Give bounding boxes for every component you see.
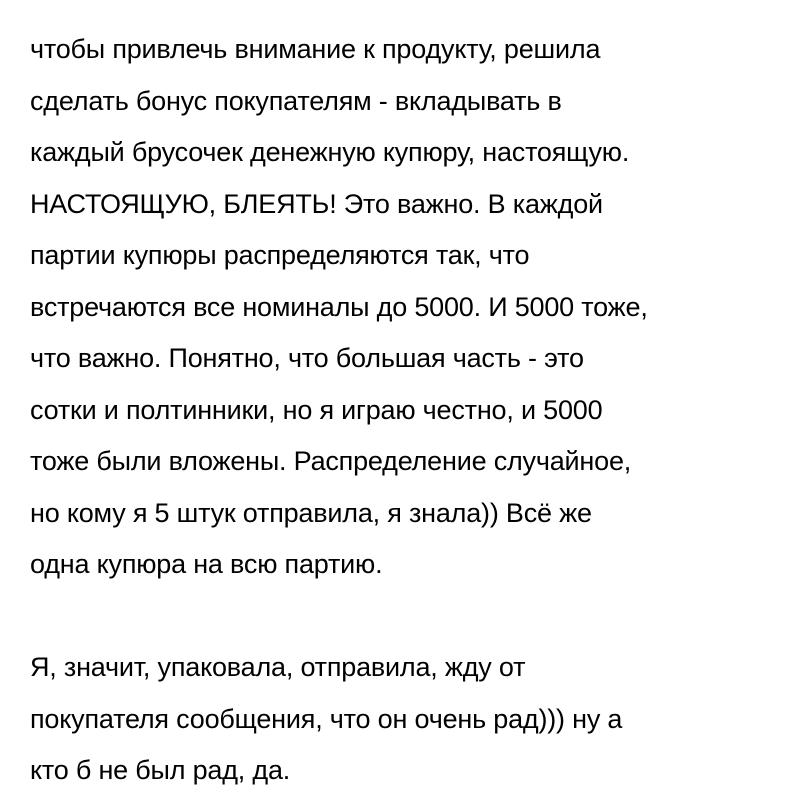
text-line: НАСТОЯЩУЮ, БЛЕЯТЬ! Это важно. В каждой <box>30 188 603 219</box>
text-line: одна купюра на всю партию. <box>30 549 383 579</box>
text-line: каждый брусочек денежную купюру, настоящую. <box>30 137 630 167</box>
text-line: кто б не был рад, да. <box>30 755 291 785</box>
text-line: что важно. Понятно, что большая часть - это <box>30 343 584 373</box>
text-line: сделать бонус покупателям - вкладывать в <box>30 85 562 116</box>
text-line: покупателя сообщения, что он очень рад))) ну а <box>30 703 623 734</box>
text-line: партии купюры распределяются так, что <box>30 240 530 270</box>
text-line: но кому я 5 штук отправила, я знала)) Всё же <box>30 497 592 528</box>
text-line: Я, значит, упаковала, отправила, жду от <box>30 652 526 682</box>
paragraph-2 <box>30 642 622 797</box>
text-line: тоже были вложены. Распределение случайное, <box>30 446 632 476</box>
text-line: встречаются все номиналы до 5000. И 5000 тоже, <box>30 291 648 322</box>
text-line: чтобы привлечь внимание к продукту, решила <box>30 34 601 64</box>
paragraph-1 <box>30 24 648 591</box>
text-line: сотки и полтинники, но я играю честно, и 5000 <box>30 394 603 425</box>
